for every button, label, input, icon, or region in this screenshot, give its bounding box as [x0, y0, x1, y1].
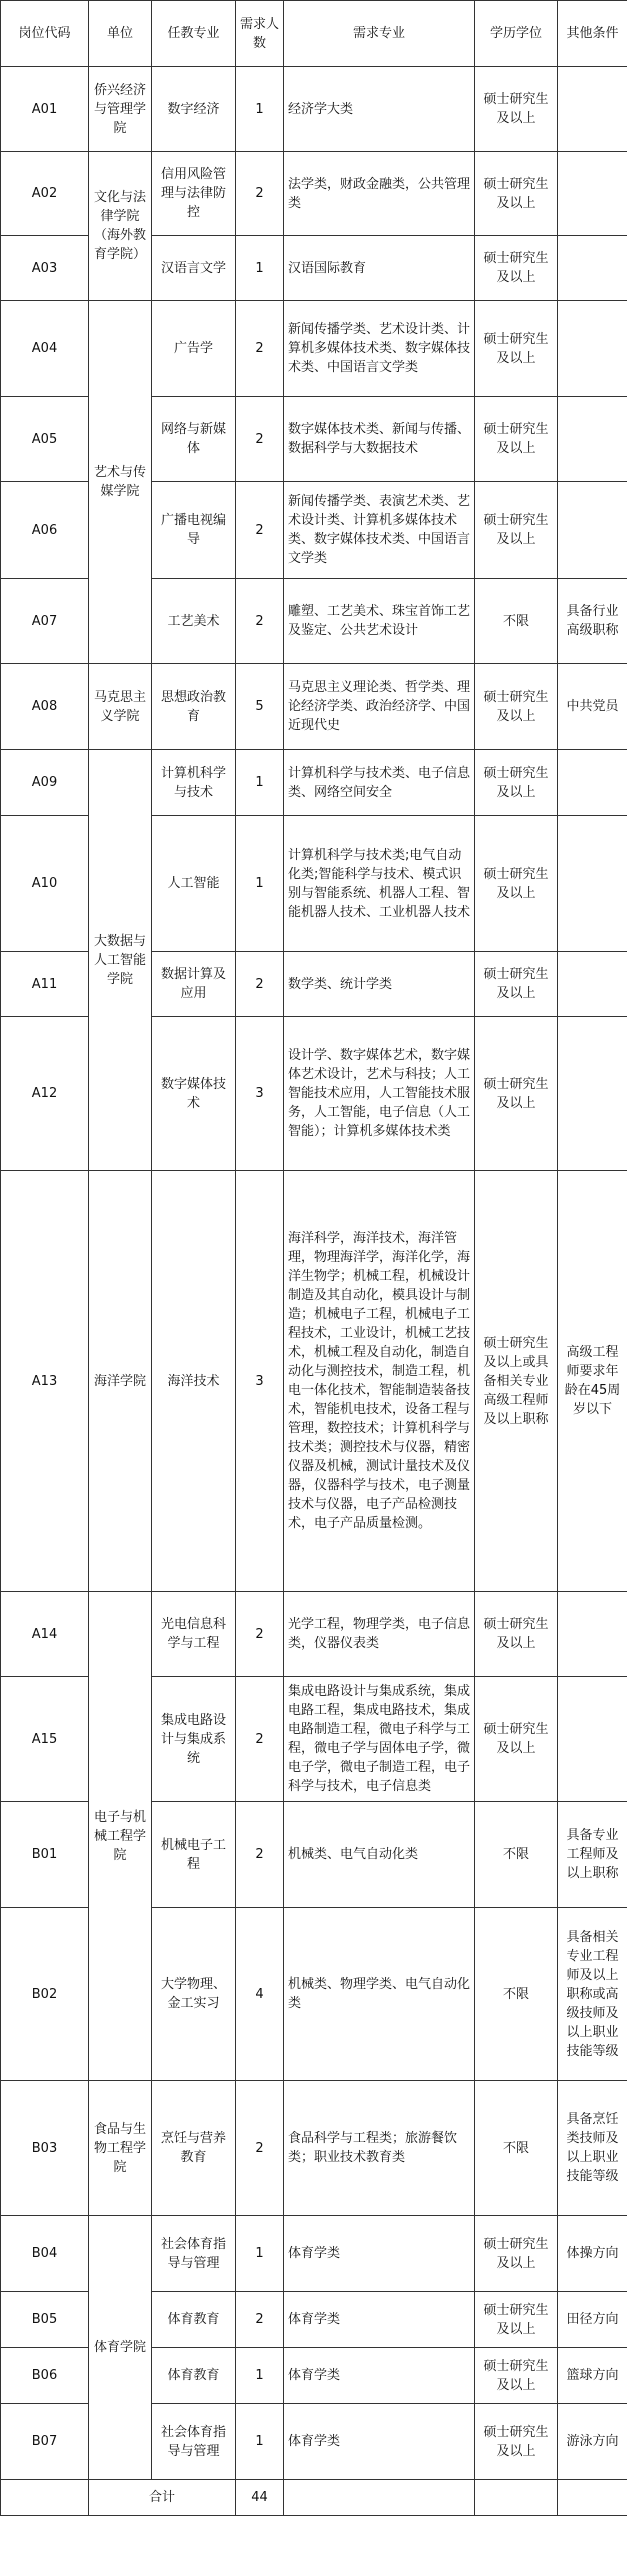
header-other: 其他条件 — [558, 1, 627, 67]
cell-code: A03 — [1, 236, 89, 301]
cell-subject: 机械电子工程 — [152, 1802, 236, 1908]
cell-edu: 不限 — [475, 2081, 558, 2216]
cell-major: 雕塑、工艺美术、珠宝首饰工艺及鉴定、公共艺术设计 — [284, 579, 475, 664]
cell-major: 汉语国际教育 — [284, 236, 475, 301]
cell-other — [558, 952, 627, 1017]
cell-edu: 硕士研究生及以上 — [475, 1017, 558, 1171]
table-row — [1, 2081, 627, 2216]
cell-subject: 汉语言文学 — [152, 236, 236, 301]
cell-subject: 广播电视编导 — [152, 482, 236, 579]
cell-major: 经济学大类 — [284, 67, 475, 152]
cell-count: 1 — [236, 750, 284, 816]
cell-major: 体育学类 — [284, 2216, 475, 2292]
cell-code: A01 — [1, 67, 89, 152]
cell-subject: 数据计算及应用 — [152, 952, 236, 1017]
header-code: 岗位代码 — [1, 1, 89, 67]
cell-other — [558, 1592, 627, 1677]
cell-code: A14 — [1, 1592, 89, 1677]
cell-count: 1 — [236, 236, 284, 301]
cell-code: A11 — [1, 952, 89, 1017]
cell-other: 游泳方向 — [558, 2404, 627, 2480]
cell-major: 集成电路设计与集成系统，集成电路工程，集成电路技术，集成电路制造工程，微电子科学与工程，微电子学与固体电子学，微电子学，微电子制造工程，电子科学与技术，电子信息类 — [284, 1677, 475, 1802]
cell-other — [558, 1017, 627, 1171]
cell-subject: 网络与新媒体 — [152, 397, 236, 482]
table-row — [1, 664, 627, 750]
cell-count: 3 — [236, 1171, 284, 1592]
cell-code: B05 — [1, 2292, 89, 2348]
cell-edu: 不限 — [475, 1802, 558, 1908]
cell-edu: 不限 — [475, 579, 558, 664]
cell-count: 2 — [236, 482, 284, 579]
cell-count: 2 — [236, 1802, 284, 1908]
cell-edu: 不限 — [475, 1908, 558, 2081]
cell-edu: 硕士研究生及以上 — [475, 2348, 558, 2404]
cell-count: 2 — [236, 397, 284, 482]
table-row — [1, 1171, 627, 1592]
cell-other: 具备烹饪类技师及以上职业技能等级 — [558, 2081, 627, 2216]
cell-major: 计算机科学与技术类、电子信息类、网络空间安全 — [284, 750, 475, 816]
cell-count: 5 — [236, 664, 284, 750]
cell-other — [558, 816, 627, 952]
cell-unit: 食品与生物工程学院 — [89, 2081, 152, 2216]
cell-edu: 硕士研究生及以上 — [475, 750, 558, 816]
cell-edu: 硕士研究生及以上 — [475, 152, 558, 236]
cell-unit: 马克思主义学院 — [89, 664, 152, 750]
cell-count: 2 — [236, 1592, 284, 1677]
cell-edu: 硕士研究生及以上 — [475, 816, 558, 952]
cell-code: B02 — [1, 1908, 89, 2081]
cell-major: 计算机科学与技术类;电气自动化类;智能科学与技术、模式识别与智能系统、机器人工程、智能机器人技术、工业机器人技术 — [284, 816, 475, 952]
cell-edu: 硕士研究生及以上 — [475, 2404, 558, 2480]
cell-unit: 海洋学院 — [89, 1171, 152, 1592]
cell-subject: 广告学 — [152, 301, 236, 397]
cell-major: 马克思主义理论类、哲学类、理论经济学类、政治经济学、中国近现代史 — [284, 664, 475, 750]
total-blank — [1, 2480, 89, 2516]
cell-edu: 硕士研究生及以上 — [475, 482, 558, 579]
table-row — [1, 301, 627, 397]
cell-count: 2 — [236, 2081, 284, 2216]
cell-edu: 硕士研究生及以上 — [475, 664, 558, 750]
cell-edu: 硕士研究生及以上 — [475, 1677, 558, 1802]
cell-code: A07 — [1, 579, 89, 664]
cell-unit: 电子与机械工程学院 — [89, 1592, 152, 2081]
cell-edu: 硕士研究生及以上或具备相关专业高级工程师及以上职称 — [475, 1171, 558, 1592]
cell-code: A13 — [1, 1171, 89, 1592]
cell-count: 2 — [236, 1677, 284, 1802]
cell-count: 1 — [236, 816, 284, 952]
cell-subject: 数字经济 — [152, 67, 236, 152]
total-count: 44 — [236, 2480, 284, 2516]
cell-code: A06 — [1, 482, 89, 579]
cell-other: 田径方向 — [558, 2292, 627, 2348]
cell-major: 体育学类 — [284, 2404, 475, 2480]
cell-subject: 体育教育 — [152, 2348, 236, 2404]
cell-unit: 侨兴经济与管理学院 — [89, 67, 152, 152]
cell-subject: 集成电路设计与集成系统 — [152, 1677, 236, 1802]
table-row — [1, 2216, 627, 2292]
cell-subject: 数字媒体技术 — [152, 1017, 236, 1171]
cell-edu: 硕士研究生及以上 — [475, 1592, 558, 1677]
cell-subject: 体育教育 — [152, 2292, 236, 2348]
cell-code: B07 — [1, 2404, 89, 2480]
cell-code: A02 — [1, 152, 89, 236]
cell-subject: 人工智能 — [152, 816, 236, 952]
cell-count: 3 — [236, 1017, 284, 1171]
header-count: 需求人数 — [236, 1, 284, 67]
cell-count: 1 — [236, 2348, 284, 2404]
cell-unit: 文化与法律学院（海外教育学院） — [89, 152, 152, 301]
total-blank — [558, 2480, 627, 2516]
total-blank — [284, 2480, 475, 2516]
cell-count: 2 — [236, 579, 284, 664]
cell-code: B06 — [1, 2348, 89, 2404]
cell-edu: 硕士研究生及以上 — [475, 2292, 558, 2348]
cell-count: 2 — [236, 2292, 284, 2348]
cell-other: 具备行业高级职称 — [558, 579, 627, 664]
cell-subject: 计算机科学与技术 — [152, 750, 236, 816]
cell-code: A04 — [1, 301, 89, 397]
cell-subject: 信用风险管理与法律防控 — [152, 152, 236, 236]
cell-other — [558, 67, 627, 152]
cell-major: 法学类，财政金融类，公共管理类 — [284, 152, 475, 236]
cell-code: A09 — [1, 750, 89, 816]
cell-unit: 艺术与传媒学院 — [89, 301, 152, 664]
cell-subject: 思想政治教育 — [152, 664, 236, 750]
cell-count: 1 — [236, 67, 284, 152]
cell-code: B04 — [1, 2216, 89, 2292]
cell-subject: 工艺美术 — [152, 579, 236, 664]
cell-subject: 烹饪与营养教育 — [152, 2081, 236, 2216]
cell-other — [558, 1677, 627, 1802]
header-major: 需求专业 — [284, 1, 475, 67]
table-row — [1, 750, 627, 816]
cell-count: 2 — [236, 952, 284, 1017]
header-edu: 学历学位 — [475, 1, 558, 67]
cell-count: 1 — [236, 2404, 284, 2480]
header-row — [1, 1, 627, 67]
cell-code: A05 — [1, 397, 89, 482]
cell-major: 食品科学与工程类；旅游餐饮类；职业技术教育类 — [284, 2081, 475, 2216]
cell-count: 2 — [236, 152, 284, 236]
cell-major: 数字媒体技术类、新闻与传播、数据科学与大数据技术 — [284, 397, 475, 482]
cell-subject: 海洋技术 — [152, 1171, 236, 1592]
total-blank — [475, 2480, 558, 2516]
cell-code: A10 — [1, 816, 89, 952]
cell-major: 设计学、数字媒体艺术，数字媒体艺术设计，艺术与科技；人工智能技术应用，人工智能技术服务，人工智能，电子信息（人工智能）；计算机多媒体技术类 — [284, 1017, 475, 1171]
cell-code: B01 — [1, 1802, 89, 1908]
cell-code: B03 — [1, 2081, 89, 2216]
cell-other: 具备专业工程师及以上职称 — [558, 1802, 627, 1908]
cell-code: A15 — [1, 1677, 89, 1802]
cell-code: A08 — [1, 664, 89, 750]
cell-subject: 大学物理、金工实习 — [152, 1908, 236, 2081]
cell-major: 体育学类 — [284, 2348, 475, 2404]
cell-major: 机械类、物理学类、电气自动化类 — [284, 1908, 475, 2081]
header-subject: 任教专业 — [152, 1, 236, 67]
cell-edu: 硕士研究生及以上 — [475, 67, 558, 152]
cell-edu: 硕士研究生及以上 — [475, 397, 558, 482]
cell-other — [558, 236, 627, 301]
cell-major: 机械类、电气自动化类 — [284, 1802, 475, 1908]
cell-unit: 体育学院 — [89, 2216, 152, 2480]
cell-edu: 硕士研究生及以上 — [475, 952, 558, 1017]
cell-other — [558, 482, 627, 579]
cell-subject: 光电信息科学与工程 — [152, 1592, 236, 1677]
cell-count: 2 — [236, 301, 284, 397]
cell-other: 具备相关专业工程师及以上职称或高级技师及以上职业技能等级 — [558, 1908, 627, 2081]
table-row — [1, 1592, 627, 1677]
cell-major: 数学类、统计学类 — [284, 952, 475, 1017]
cell-other — [558, 750, 627, 816]
cell-other: 高级工程师要求年龄在45周岁以下 — [558, 1171, 627, 1592]
cell-major: 新闻传播学类、表演艺术类、艺术设计类、计算机多媒体技术类、数字媒体技术类、中国语言文学类 — [284, 482, 475, 579]
cell-major: 新闻传播学类、艺术设计类、计算机多媒体技术类、数字媒体技术类、中国语言文学类 — [284, 301, 475, 397]
cell-other — [558, 397, 627, 482]
cell-count: 1 — [236, 2216, 284, 2292]
cell-unit: 大数据与人工智能学院 — [89, 750, 152, 1171]
cell-count: 4 — [236, 1908, 284, 2081]
cell-other — [558, 152, 627, 236]
cell-other: 中共党员 — [558, 664, 627, 750]
table-row — [1, 67, 627, 152]
cell-major: 体育学类 — [284, 2292, 475, 2348]
cell-code: A12 — [1, 1017, 89, 1171]
cell-subject: 社会体育指导与管理 — [152, 2404, 236, 2480]
table-row — [1, 152, 627, 236]
cell-other: 篮球方向 — [558, 2348, 627, 2404]
cell-other — [558, 301, 627, 397]
cell-edu: 硕士研究生及以上 — [475, 236, 558, 301]
cell-other: 体操方向 — [558, 2216, 627, 2292]
cell-edu: 硕士研究生及以上 — [475, 301, 558, 397]
header-unit: 单位 — [89, 1, 152, 67]
total-row — [1, 2480, 627, 2516]
total-label: 合计 — [89, 2480, 236, 2516]
cell-edu: 硕士研究生及以上 — [475, 2216, 558, 2292]
cell-major: 光学工程，物理学类，电子信息类，仪器仪表类 — [284, 1592, 475, 1677]
cell-subject: 社会体育指导与管理 — [152, 2216, 236, 2292]
cell-major: 海洋科学，海洋技术，海洋管理，物理海洋学，海洋化学，海洋生物学；机械工程，机械设计制造及其自动化，模具设计与制造；机械电子工程，机械电子工程技术，工业设计，机械工艺技术，机械工程及自动化，制造自动化与测控技术，制造工程，机电一体化技术，智能制造装备技术，智能机电技术，设备工程与管理，数控技术；计算机科学与技术类；测控技术与仪器，精密仪器及机械，测试计量技术及仪器，仪器科学与技术，电子测量技术与仪器，电子产品检测技术，电子产品质量检测。 — [284, 1171, 475, 1592]
